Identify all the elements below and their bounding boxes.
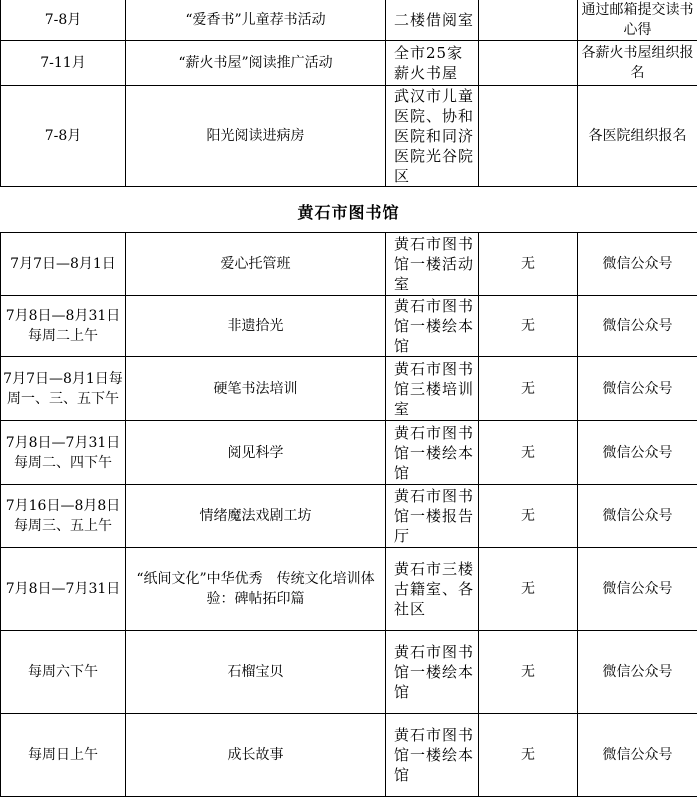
- table-row: [1, 86, 697, 187]
- location-cell: 二楼借阅室: [386, 0, 479, 41]
- huangshi-library-activities-table: [0, 232, 697, 797]
- signup-cell: 微信公众号: [578, 296, 697, 357]
- fee-cell: [479, 0, 578, 41]
- signup-cell: 微信公众号: [578, 357, 697, 421]
- signup-cell: 微信公众号: [578, 548, 697, 631]
- table-row: [1, 548, 697, 631]
- activity-cell: 成长故事: [126, 714, 386, 797]
- fee-cell: 无: [479, 548, 578, 631]
- time-cell: 7-8月: [1, 86, 126, 187]
- location-cell: 黄石市图书馆三楼培训室: [386, 357, 479, 421]
- signup-cell: 各医院组织报名: [578, 86, 697, 187]
- fee-cell: [479, 86, 578, 187]
- section-title: 黄石市图书馆: [0, 190, 697, 232]
- signup-cell: 各薪火书屋组织报名: [578, 41, 697, 86]
- fee-cell: [479, 41, 578, 86]
- signup-cell: 微信公众号: [578, 714, 697, 797]
- wuhan-activities-table: [0, 0, 697, 187]
- time-cell: 7月8日—8月31日每周二上午: [1, 296, 126, 357]
- time-cell: 7月7日—8月1日每周一、三、五下午: [1, 357, 126, 421]
- location-cell: 黄石市图书馆一楼绘本馆: [386, 296, 479, 357]
- table-row: [1, 0, 697, 41]
- activity-cell: “纸间文化”中华优秀 传统文化培训体验：碑帖拓印篇: [126, 548, 386, 631]
- signup-cell: 微信公众号: [578, 233, 697, 296]
- signup-cell: 微信公众号: [578, 421, 697, 485]
- table-row: [1, 485, 697, 548]
- location-cell: 黄石市图书馆一楼报告厅: [386, 485, 479, 548]
- fee-cell: 无: [479, 631, 578, 714]
- time-cell: 7月8日—7月31日: [1, 548, 126, 631]
- table-row: [1, 631, 697, 714]
- activity-cell: 阅见科学: [126, 421, 386, 485]
- activity-cell: 爱心托管班: [126, 233, 386, 296]
- time-cell: 7月16日—8月8日每周三、五上午: [1, 485, 126, 548]
- table-row: [1, 41, 697, 86]
- table-row: [1, 714, 697, 797]
- location-cell: 全市25家薪火书屋: [386, 41, 479, 86]
- table-row: [1, 296, 697, 357]
- signup-cell: 微信公众号: [578, 631, 697, 714]
- time-cell: 7月7日—8月1日: [1, 233, 126, 296]
- table-row: [1, 357, 697, 421]
- activity-cell: 非遗拾光: [126, 296, 386, 357]
- time-cell: 7月8日—7月31日每周二、四下午: [1, 421, 126, 485]
- fee-cell: 无: [479, 485, 578, 548]
- location-cell: 黄石市图书馆一楼绘本馆: [386, 631, 479, 714]
- table-row: [1, 233, 697, 296]
- activity-cell: 情绪魔法戏剧工坊: [126, 485, 386, 548]
- time-cell: 每周日上午: [1, 714, 126, 797]
- table-row: [1, 421, 697, 485]
- fee-cell: 无: [479, 714, 578, 797]
- location-cell: 武汉市儿童医院、协和医院和同济医院光谷院区: [386, 86, 479, 187]
- time-cell: 7-8月: [1, 0, 126, 41]
- time-cell: 7-11月: [1, 41, 126, 86]
- activity-cell: 硬笔书法培训: [126, 357, 386, 421]
- fee-cell: 无: [479, 357, 578, 421]
- location-cell: 黄石市图书馆一楼绘本馆: [386, 714, 479, 797]
- location-cell: 黄石市图书馆一楼活动室: [386, 233, 479, 296]
- activity-cell: 阳光阅读进病房: [126, 86, 386, 187]
- fee-cell: 无: [479, 233, 578, 296]
- signup-cell: 通过邮箱提交读书心得: [578, 0, 697, 41]
- signup-cell: 微信公众号: [578, 485, 697, 548]
- activity-cell: “爱香书”儿童荐书活动: [126, 0, 386, 41]
- fee-cell: 无: [479, 296, 578, 357]
- location-cell: 黄石市图书馆一楼绘本馆: [386, 421, 479, 485]
- location-cell: 黄石市三楼古籍室、各社区: [386, 548, 479, 631]
- activity-cell: 石榴宝贝: [126, 631, 386, 714]
- activity-cell: “薪火书屋”阅读推广活动: [126, 41, 386, 86]
- fee-cell: 无: [479, 421, 578, 485]
- time-cell: 每周六下午: [1, 631, 126, 714]
